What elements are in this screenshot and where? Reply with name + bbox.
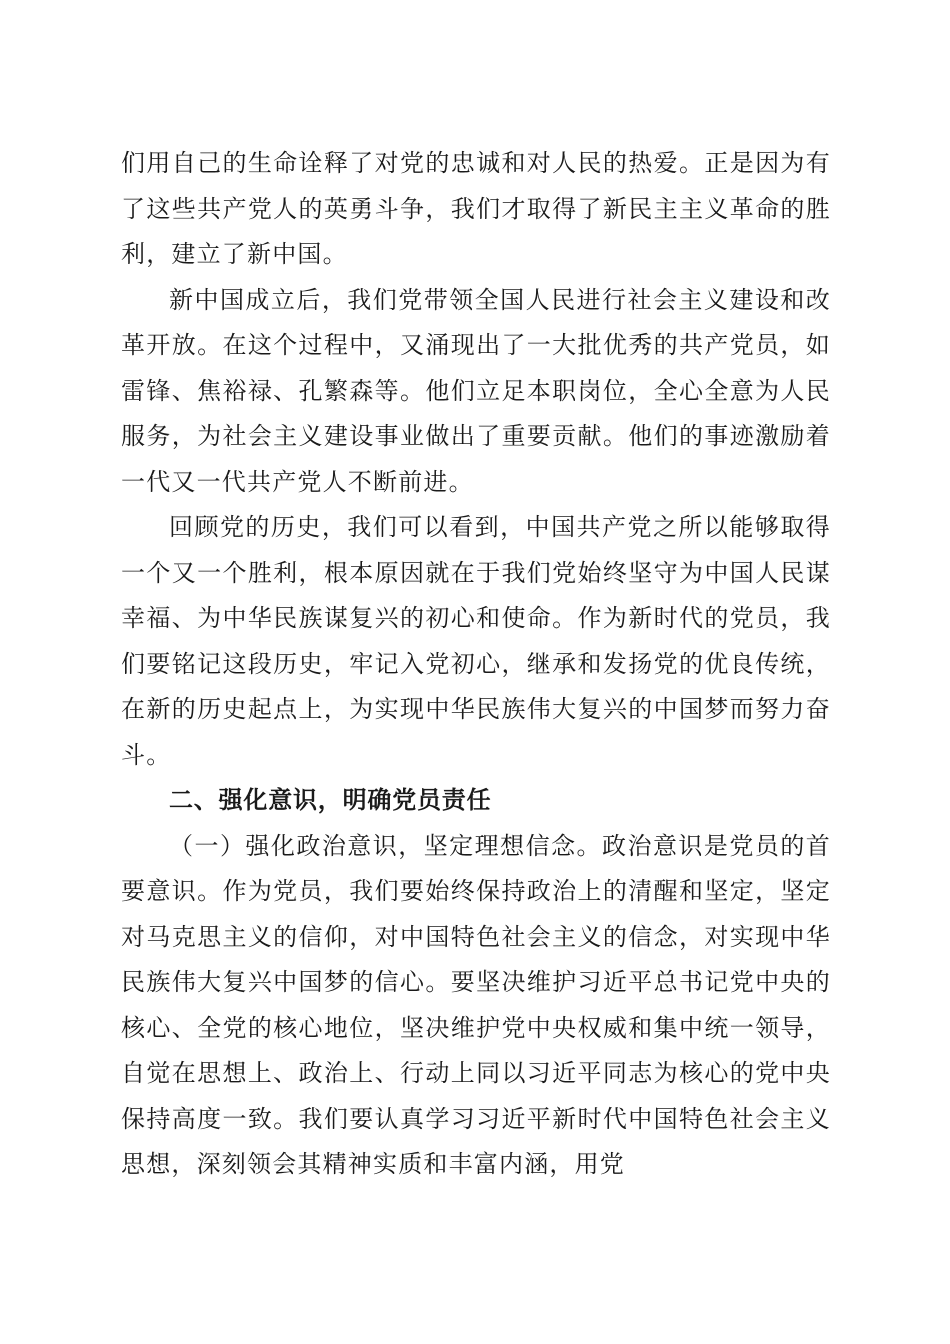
section-heading: 二、强化意识，明确党员责任: [169, 786, 492, 814]
paragraph-new-china: 新中国成立后，我们党带领全国人民进行社会主义建设和改革开放。在这个过程中，又涌现出了一大批优秀的共产党员，如雷锋、焦裕禄、孔繁森等。他们立足本职岗位，全心全意为人民服务，为社会主义建设事业做出了重要贡献。他们的事迹激励着一代又一代共产党人不断前进。: [121, 285, 831, 496]
document-body: [121, 141, 831, 1188]
subsection-text: 政治意识是党员的首要意识。作为党员，我们要始终保持政治上的清醒和坚定，坚定对马克思主义的信仰，对中国特色社会主义的信念，对实现中华民族伟大复兴中国梦的信心。要坚决维护习近平总书记党中央的核心、全党的核心地位，坚决维护党中央权威和集中统一领导，自觉在思想上、政治上、行动上同以习近平同志为核心的党中央保持高度一致。我们要认真学习习近平新时代中国特色社会主义思想，深刻领会其精神实质和丰富内涵，用党: [121, 831, 831, 1178]
paragraph-political-awareness: [121, 824, 831, 1188]
paragraph-party-history: 回顾党的历史，我们可以看到，中国共产党之所以能够取得一个又一个胜利，根本原因就在于我们党始终坚守为中国人民谋幸福、为中华民族谋复兴的初心和使命。作为新时代的党员，我们要铭记这段历史，牢记入党初心，继承和发扬党的优良传统，在新的历史起点上，为实现中华民族伟大复兴的中国梦而努力奋斗。: [121, 513, 831, 769]
paragraph-continuation: 们用自己的生命诠释了对党的忠诚和对人民的热爱。正是因为有了这些共产党人的英勇斗争，我们才取得了新民主主义革命的胜利，建立了新中国。: [121, 149, 831, 268]
subsection-lead: （一）强化政治意识，坚定理想信念。: [169, 831, 603, 860]
